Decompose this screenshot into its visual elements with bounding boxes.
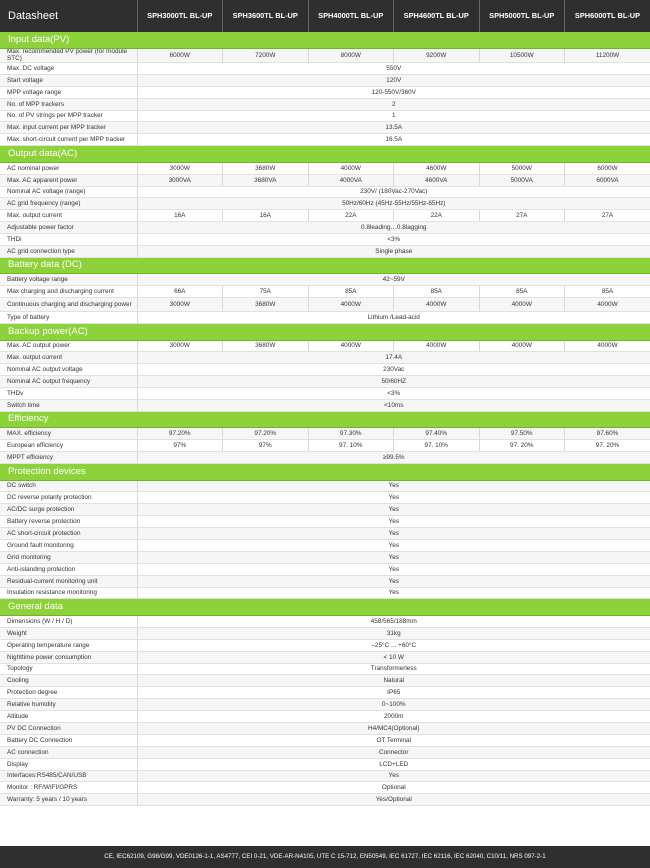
spec-label: Max. output current: [0, 352, 137, 364]
spec-value-shared: 230Vac: [137, 364, 650, 376]
spec-row: [0, 286, 650, 298]
spec-value: 97. 20%: [479, 440, 565, 452]
spec-value-shared: 230V/ (180Vac-270Vac): [137, 186, 650, 198]
spec-label: Switch time: [0, 399, 137, 411]
spec-row: [0, 74, 650, 86]
spec-value: 9200W: [394, 49, 480, 63]
spec-label: Relative humidity: [0, 699, 137, 711]
spec-row: [0, 651, 650, 663]
spec-row: [0, 782, 650, 794]
spec-value-shared: Optional: [137, 782, 650, 794]
spec-value-shared: 31kg: [137, 627, 650, 639]
spec-value-shared: OT Terminal: [137, 734, 650, 746]
certifications-footer: CE, IEC62109, G98/G99, VDE0126-1-1, AS4777, CEI 0-21, VDE-AR-N4105, UTE C 15-712, EN50549, IEC 61727, IEC 62116, IEC 62040, C10/11, NRS 097-2-1: [0, 846, 650, 868]
spec-label: Cooling: [0, 675, 137, 687]
spec-label: Continuous charging and discharging power: [0, 298, 137, 312]
spec-value: 97%: [137, 440, 223, 452]
spec-value-shared: 50Hz/60Hz (45Hz-55Hz/55Hz-65Hz): [137, 198, 650, 210]
spec-value: 97.20%: [223, 428, 309, 440]
spec-label: AC connection: [0, 746, 137, 758]
spec-value-shared: 50/60HZ: [137, 376, 650, 388]
spec-value-shared: 16.5A: [137, 134, 650, 146]
spec-label: Max charging and discharging current: [0, 286, 137, 298]
spec-label: MPP voltage range: [0, 86, 137, 98]
spec-row: [0, 452, 650, 464]
spec-body: [0, 32, 650, 806]
spec-row: [0, 376, 650, 388]
spec-value-shared: 120-550V/360V: [137, 86, 650, 98]
spec-value-shared: Transformerless: [137, 663, 650, 675]
spec-value: 85A: [308, 286, 394, 298]
spec-row: [0, 440, 650, 452]
spec-label: Anti-islanding protection: [0, 563, 137, 575]
spec-value: 4000W: [565, 340, 650, 352]
spec-row: [0, 98, 650, 110]
spec-label: Max. AC apparent power: [0, 174, 137, 186]
spec-value: 97%: [223, 440, 309, 452]
spec-row: [0, 428, 650, 440]
spec-label: Battery DC Connection: [0, 734, 137, 746]
spec-label: Protection degree: [0, 687, 137, 699]
spec-value-shared: 2: [137, 98, 650, 110]
spec-value: 97. 10%: [394, 440, 480, 452]
spec-label: Grid monitoring: [0, 551, 137, 563]
spec-value-shared: 17.4A: [137, 352, 650, 364]
spec-label: Operating temperature range: [0, 639, 137, 651]
spec-row: [0, 540, 650, 552]
spec-row: [0, 399, 650, 411]
spec-value-shared: Yes: [137, 540, 650, 552]
spec-row: [0, 298, 650, 312]
spec-row: [0, 615, 650, 627]
spec-value: 22A: [308, 210, 394, 222]
spec-row: [0, 639, 650, 651]
model-header: SPH3000TL BL-UP: [137, 0, 223, 32]
spec-row: [0, 49, 650, 63]
spec-row: [0, 122, 650, 134]
spec-value: 97.40%: [394, 428, 480, 440]
section-title: Backup power(AC): [0, 324, 650, 341]
spec-value: 27A: [479, 210, 565, 222]
spec-row: [0, 563, 650, 575]
spec-label: Nominal AC output voltage: [0, 364, 137, 376]
spec-label: Topology: [0, 663, 137, 675]
spec-row: [0, 198, 650, 210]
spec-value-shared: ≥99.5%: [137, 452, 650, 464]
spec-value: 6000W: [565, 162, 650, 174]
spec-row: [0, 627, 650, 639]
spec-value: 66A: [137, 286, 223, 298]
model-header: SPH5000TL BL-UP: [479, 0, 565, 32]
spec-row: [0, 770, 650, 782]
spec-label: Max. input current per MPP tracker: [0, 122, 137, 134]
datasheet-title: Datasheet: [0, 0, 137, 32]
spec-value-shared: <3%: [137, 388, 650, 400]
spec-row: [0, 687, 650, 699]
spec-row: [0, 575, 650, 587]
spec-value: 6000W: [137, 49, 223, 63]
spec-row: [0, 364, 650, 376]
spec-label: No. of PV strings per MPP tracker: [0, 110, 137, 122]
spec-row: [0, 587, 650, 599]
spec-row: [0, 162, 650, 174]
spec-value-shared: Lithium /Lead-acid: [137, 312, 650, 324]
spec-label: Dimensions (W / H / D): [0, 615, 137, 627]
spec-label: Type of battery: [0, 312, 137, 324]
model-header: SPH4600TL BL-UP: [394, 0, 480, 32]
spec-label: DC switch: [0, 480, 137, 492]
spec-value: 16A: [137, 210, 223, 222]
section-header: [0, 32, 650, 49]
spec-label: Battery reverse protection: [0, 516, 137, 528]
spec-value-shared: Yes: [137, 528, 650, 540]
spec-value-shared: 1: [137, 110, 650, 122]
spec-row: [0, 675, 650, 687]
spec-value: 6000VA: [565, 174, 650, 186]
spec-row: [0, 711, 650, 723]
spec-value: 3000W: [137, 298, 223, 312]
spec-value-shared: Yes: [137, 587, 650, 599]
spec-value: 85A: [565, 286, 650, 298]
spec-value-shared: –25°C ... +60°C: [137, 639, 650, 651]
spec-value: 22A: [394, 210, 480, 222]
spec-label: Max. recommended PV power (for module STC): [0, 49, 137, 63]
spec-value: 97. 20%: [565, 440, 650, 452]
spec-value: 16A: [223, 210, 309, 222]
spec-value-shared: 0.8leading…0.8lagging: [137, 222, 650, 234]
spec-value: 3680W: [223, 298, 309, 312]
spec-value-shared: Natural: [137, 675, 650, 687]
spec-value: 7200W: [223, 49, 309, 63]
spec-value: 3680W: [223, 162, 309, 174]
spec-value: 4000W: [394, 298, 480, 312]
spec-row: [0, 234, 650, 246]
spec-label: Residual-current monitoring unit: [0, 575, 137, 587]
spec-row: [0, 663, 650, 675]
section-title: Input data(PV): [0, 32, 650, 49]
spec-label: DC reverse polarity protection: [0, 492, 137, 504]
model-header: SPH6000TL BL-UP: [565, 0, 650, 32]
spec-value: 5000VA: [479, 174, 565, 186]
spec-value: 85A: [479, 286, 565, 298]
spec-row: [0, 492, 650, 504]
spec-value: 10500W: [479, 49, 565, 63]
spec-value: 3000W: [137, 340, 223, 352]
spec-value-shared: Yes: [137, 575, 650, 587]
spec-row: [0, 63, 650, 75]
section-header: [0, 411, 650, 428]
spec-value: 75A: [223, 286, 309, 298]
spec-value: 4000W: [308, 162, 394, 174]
spec-value-shared: LCD+LED: [137, 758, 650, 770]
section-header: [0, 257, 650, 274]
spec-value-shared: Yes/Optional: [137, 794, 650, 806]
spec-value-shared: 0~100%: [137, 699, 650, 711]
spec-row: [0, 528, 650, 540]
spec-label: Nighttime power consumption: [0, 651, 137, 663]
spec-value: 97.30%: [308, 428, 394, 440]
spec-value: 4000W: [479, 340, 565, 352]
spec-row: [0, 504, 650, 516]
spec-value-shared: Yes: [137, 504, 650, 516]
spec-value-shared: 120V: [137, 74, 650, 86]
section-title: Protection devices: [0, 464, 650, 481]
spec-label: Insulation resistance monitoring: [0, 587, 137, 599]
spec-value: 3000VA: [137, 174, 223, 186]
spec-value-shared: Yes: [137, 770, 650, 782]
spec-label: THDi: [0, 234, 137, 246]
spec-value: 4000W: [308, 340, 394, 352]
spec-label: AC short-circuit protection: [0, 528, 137, 540]
spec-value: 97. 10%: [308, 440, 394, 452]
spec-value-shared: Yes: [137, 492, 650, 504]
spec-value-shared: < 10 W: [137, 651, 650, 663]
spec-label: AC grid frequency (range): [0, 198, 137, 210]
spec-label: Max. short-circuit current per MPP tracker: [0, 134, 137, 146]
spec-label: AC nominal power: [0, 162, 137, 174]
spec-row: [0, 794, 650, 806]
spec-value-shared: Yes: [137, 563, 650, 575]
spec-label: Max. output current: [0, 210, 137, 222]
spec-value: 85A: [394, 286, 480, 298]
spec-row: [0, 110, 650, 122]
spec-value: 4600VA: [394, 174, 480, 186]
spec-value-shared: Yes: [137, 551, 650, 563]
spec-value: 97.60%: [565, 428, 650, 440]
spec-value-shared: 2000m: [137, 711, 650, 723]
spec-value: 4000VA: [308, 174, 394, 186]
spec-value: 97.50%: [479, 428, 565, 440]
spec-value-shared: H4/MC4(Optional): [137, 722, 650, 734]
spec-label: MPPT efficiency: [0, 452, 137, 464]
spec-row: [0, 222, 650, 234]
section-header: [0, 599, 650, 616]
section-header: [0, 146, 650, 163]
spec-label: Battery voltage range: [0, 274, 137, 286]
spec-label: No. of MPP trackers: [0, 98, 137, 110]
spec-row: [0, 746, 650, 758]
spec-value-shared: 42~59V: [137, 274, 650, 286]
spec-label: Weight: [0, 627, 137, 639]
spec-row: [0, 388, 650, 400]
spec-value: 4000W: [565, 298, 650, 312]
spec-value: 5000W: [479, 162, 565, 174]
spec-row: [0, 186, 650, 198]
spec-row: [0, 312, 650, 324]
spec-row: [0, 699, 650, 711]
spec-label: Ground fault monitoring: [0, 540, 137, 552]
spec-row: [0, 734, 650, 746]
spec-label: Display: [0, 758, 137, 770]
spec-row: [0, 551, 650, 563]
spec-value: 4000W: [308, 298, 394, 312]
spec-value: 4600W: [394, 162, 480, 174]
section-title: Battery data (DC): [0, 257, 650, 274]
spec-label: AC/DC surge protection: [0, 504, 137, 516]
spec-label: Warranty: 5 years / 10 years: [0, 794, 137, 806]
spec-label: European efficiency: [0, 440, 137, 452]
section-title: General data: [0, 599, 650, 616]
spec-value: 4000W: [394, 340, 480, 352]
section-header: [0, 324, 650, 341]
spec-label: Adjustable power factor: [0, 222, 137, 234]
spec-value: 11200W: [565, 49, 650, 63]
spec-value-shared: Yes: [137, 480, 650, 492]
spec-value-shared: <10ms: [137, 399, 650, 411]
spec-label: Max. DC voltage: [0, 63, 137, 75]
section-title: Efficiency: [0, 411, 650, 428]
spec-value: 3000W: [137, 162, 223, 174]
spec-value-shared: 550V: [137, 63, 650, 75]
spec-row: [0, 722, 650, 734]
spec-row: [0, 210, 650, 222]
spec-value: 4000W: [479, 298, 565, 312]
spec-value: 3680VA: [223, 174, 309, 186]
model-header: SPH4000TL BL-UP: [308, 0, 394, 32]
spec-label: Start voltage: [0, 74, 137, 86]
spec-row: [0, 134, 650, 146]
spec-label: MAX. efficiency: [0, 428, 137, 440]
model-header: SPH3600TL BL-UP: [223, 0, 309, 32]
spec-label: PV DC Connection: [0, 722, 137, 734]
spec-label: Nominal AC output frequency: [0, 376, 137, 388]
spec-value: 97.20%: [137, 428, 223, 440]
spec-row: [0, 174, 650, 186]
spec-row: [0, 352, 650, 364]
spec-row: [0, 758, 650, 770]
spec-value-shared: Connector: [137, 746, 650, 758]
spec-value: 3680W: [223, 340, 309, 352]
spec-value-shared: Yes: [137, 516, 650, 528]
spec-value-shared: 458/565/188mm: [137, 615, 650, 627]
spec-label: Altitude: [0, 711, 137, 723]
spec-label: Interfaces:RS485/CAN/USB: [0, 770, 137, 782]
spec-label: THDv: [0, 388, 137, 400]
spec-row: [0, 245, 650, 257]
spec-value-shared: 13.5A: [137, 122, 650, 134]
section-header: [0, 464, 650, 481]
spec-row: [0, 340, 650, 352]
spec-label: Nominal AC voltage (range): [0, 186, 137, 198]
spec-label: AC grid connection type: [0, 245, 137, 257]
spec-value: 8000W: [308, 49, 394, 63]
spec-label: Max. AC output power: [0, 340, 137, 352]
spec-value-shared: IP65: [137, 687, 650, 699]
spec-row: [0, 274, 650, 286]
header-row: [0, 0, 650, 32]
spec-row: [0, 516, 650, 528]
spec-value: 27A: [565, 210, 650, 222]
spec-row: [0, 480, 650, 492]
spec-value-shared: Single phase: [137, 245, 650, 257]
spec-value-shared: <3%: [137, 234, 650, 246]
section-title: Output data(AC): [0, 146, 650, 163]
spec-label: Monitor : RF/WIFI/GPRS: [0, 782, 137, 794]
spec-row: [0, 86, 650, 98]
